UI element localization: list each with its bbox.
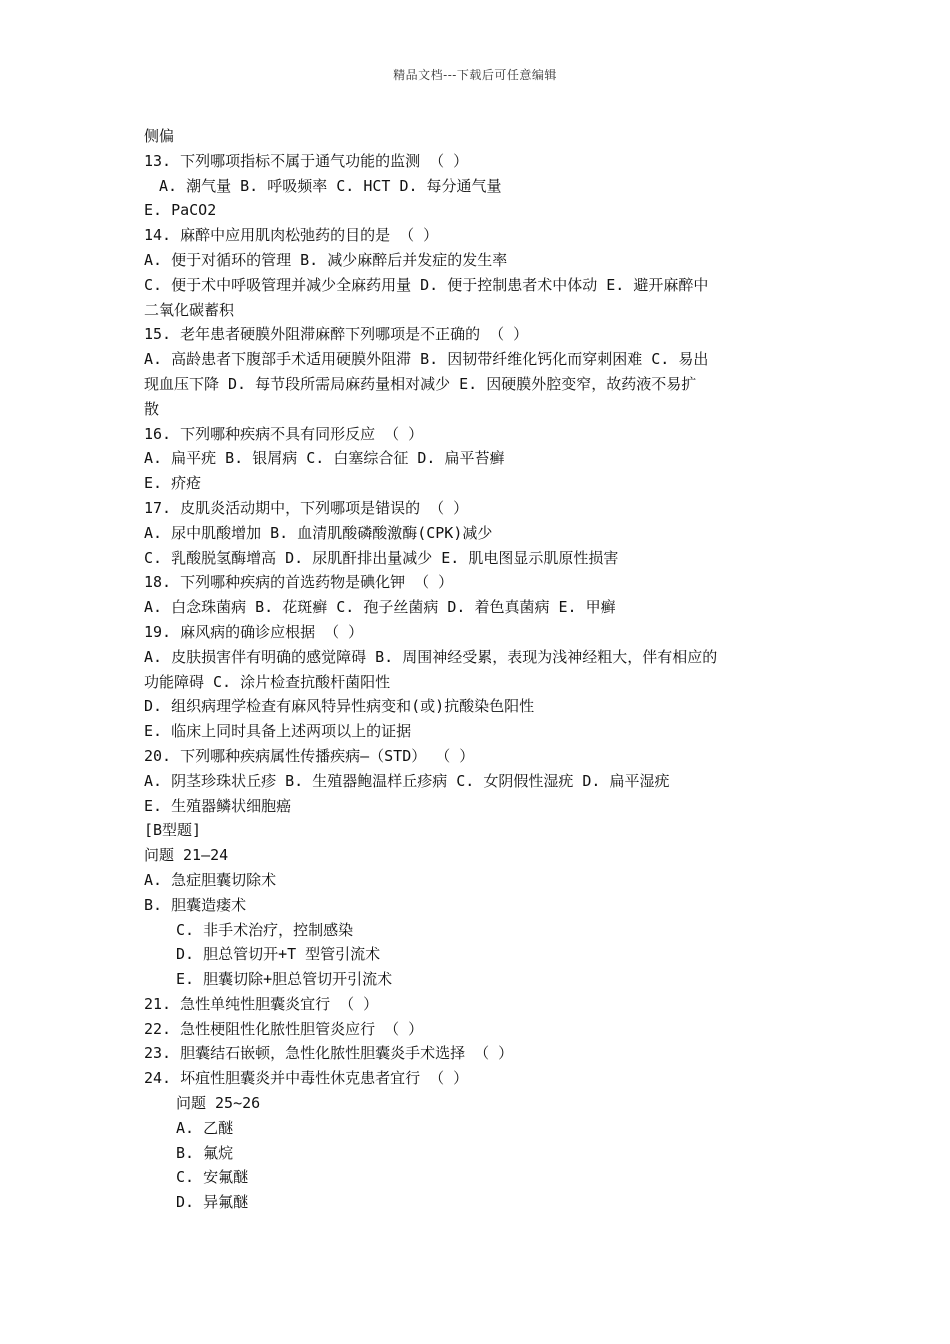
- question-13: 13. 下列哪项指标不属于通气功能的监测 （ ）: [144, 151, 469, 170]
- shared-option: A. 急症胆囊切除术: [144, 870, 277, 889]
- question-group-heading: 问题 25~26: [176, 1094, 261, 1113]
- shared-option: D. 异氟醚: [176, 1193, 249, 1212]
- options-19-cont: D. 组织病理学检查有麻风特异性病变和(或)抗酸染色阳性: [144, 697, 535, 716]
- question-22: 22. 急性梗阻性化脓性胆管炎应行 （ ）: [144, 1019, 424, 1038]
- options-14-cont: C. 便于术中呼吸管理并减少全麻药用量 D. 便于控制患者术中体动 E. 避开麻醉中: [144, 275, 709, 294]
- shared-option: C. 安氟醚: [176, 1168, 249, 1187]
- document-body: [144, 124, 812, 1215]
- shared-option: B. 氟烷: [176, 1143, 234, 1162]
- question-19: 19. 麻风病的确诊应根据 （ ）: [144, 622, 364, 641]
- shared-option: E. 胆囊切除+胆总管切开引流术: [176, 970, 393, 989]
- question-18: 18. 下列哪种疾病的首选药物是碘化钾 （ ）: [144, 573, 454, 592]
- options-20: A. 阴茎珍珠状丘疹 B. 生殖器鲍温样丘疹病 C. 女阴假性湿疣 D. 扁平湿疣: [144, 771, 670, 790]
- shared-option: D. 胆总管切开+T 型管引流术: [176, 945, 381, 964]
- options-19: A. 皮肤损害伴有明确的感觉障碍 B. 周围神经受累，表现为浅神经粗大，伴有相应的: [144, 647, 718, 666]
- question-15: 15. 老年患者硬膜外阻滞麻醉下列哪项是不正确的 （ ）: [144, 325, 529, 344]
- question-24: 24. 坏疽性胆囊炎并中毒性休克患者宜行 （ ）: [144, 1069, 469, 1088]
- shared-option: C. 非手术治疗，控制感染: [176, 920, 354, 939]
- options-19-cont: E. 临床上同时具备上述两项以上的证据: [144, 722, 412, 741]
- options-17-cont: C. 乳酸脱氢酶增高 D. 尿肌酐排出量减少 E. 肌电图显示肌原性损害: [144, 548, 619, 567]
- options-17: A. 尿中肌酸增加 B. 血清肌酸磷酸激酶(CPK)减少: [144, 523, 493, 542]
- shared-option: B. 胆囊造瘘术: [144, 895, 247, 914]
- question-17: 17. 皮肌炎活动期中，下列哪项是错误的 （ ）: [144, 498, 469, 517]
- question-23: 23. 胆囊结石嵌顿，急性化脓性胆囊炎手术选择 （ ）: [144, 1044, 514, 1063]
- options-15-cont: 现血压下降 D. 每节段所需局麻药量相对减少 E. 因硬膜外腔变窄，故药液不易扩: [144, 374, 697, 393]
- options-18: A. 白念珠菌病 B. 花斑癣 C. 孢子丝菌病 D. 着色真菌病 E. 甲癣: [144, 598, 616, 617]
- text-line: 侧偏: [144, 127, 175, 145]
- options-13: A. 潮气量 B. 呼吸频率 C. HCT D. 每分通气量: [159, 176, 502, 195]
- options-16-cont: E. 疥疮: [144, 474, 202, 493]
- page-header: 精品文档---下载后可任意编辑: [393, 68, 557, 82]
- question-21: 21. 急性单纯性胆囊炎宜行 （ ）: [144, 994, 379, 1013]
- question-16: 16. 下列哪种疾病不具有同形反应 （ ）: [144, 424, 424, 443]
- options-15-cont: 散: [144, 399, 160, 418]
- options-19-cont: 功能障碍 C. 涂片检查抗酸杆菌阳性: [144, 672, 391, 691]
- options-15: A. 高龄患者下腹部手术适用硬膜外阻滞 B. 因韧带纤维化钙化而穿刺困难 C. 易出: [144, 350, 709, 369]
- options-14: A. 便于对循环的管理 B. 减少麻醉后并发症的发生率: [144, 250, 508, 269]
- shared-option: A. 乙醚: [176, 1118, 234, 1137]
- options-14-cont: 二氧化碳蓄积: [144, 300, 235, 319]
- section-heading: [B型题]: [144, 821, 202, 840]
- options-16: A. 扁平疣 B. 银屑病 C. 白塞综合征 D. 扁平苔癣: [144, 449, 505, 468]
- options-13-cont: E. PaCO2: [144, 201, 217, 220]
- question-14: 14. 麻醉中应用肌肉松弛药的目的是 （ ）: [144, 226, 439, 245]
- question-group-heading: 问题 21—24: [144, 846, 229, 865]
- options-20-cont: E. 生殖器鳞状细胞癌: [144, 796, 292, 815]
- question-20: 20. 下列哪种疾病属性传播疾病—（STD） （ ）: [144, 746, 475, 765]
